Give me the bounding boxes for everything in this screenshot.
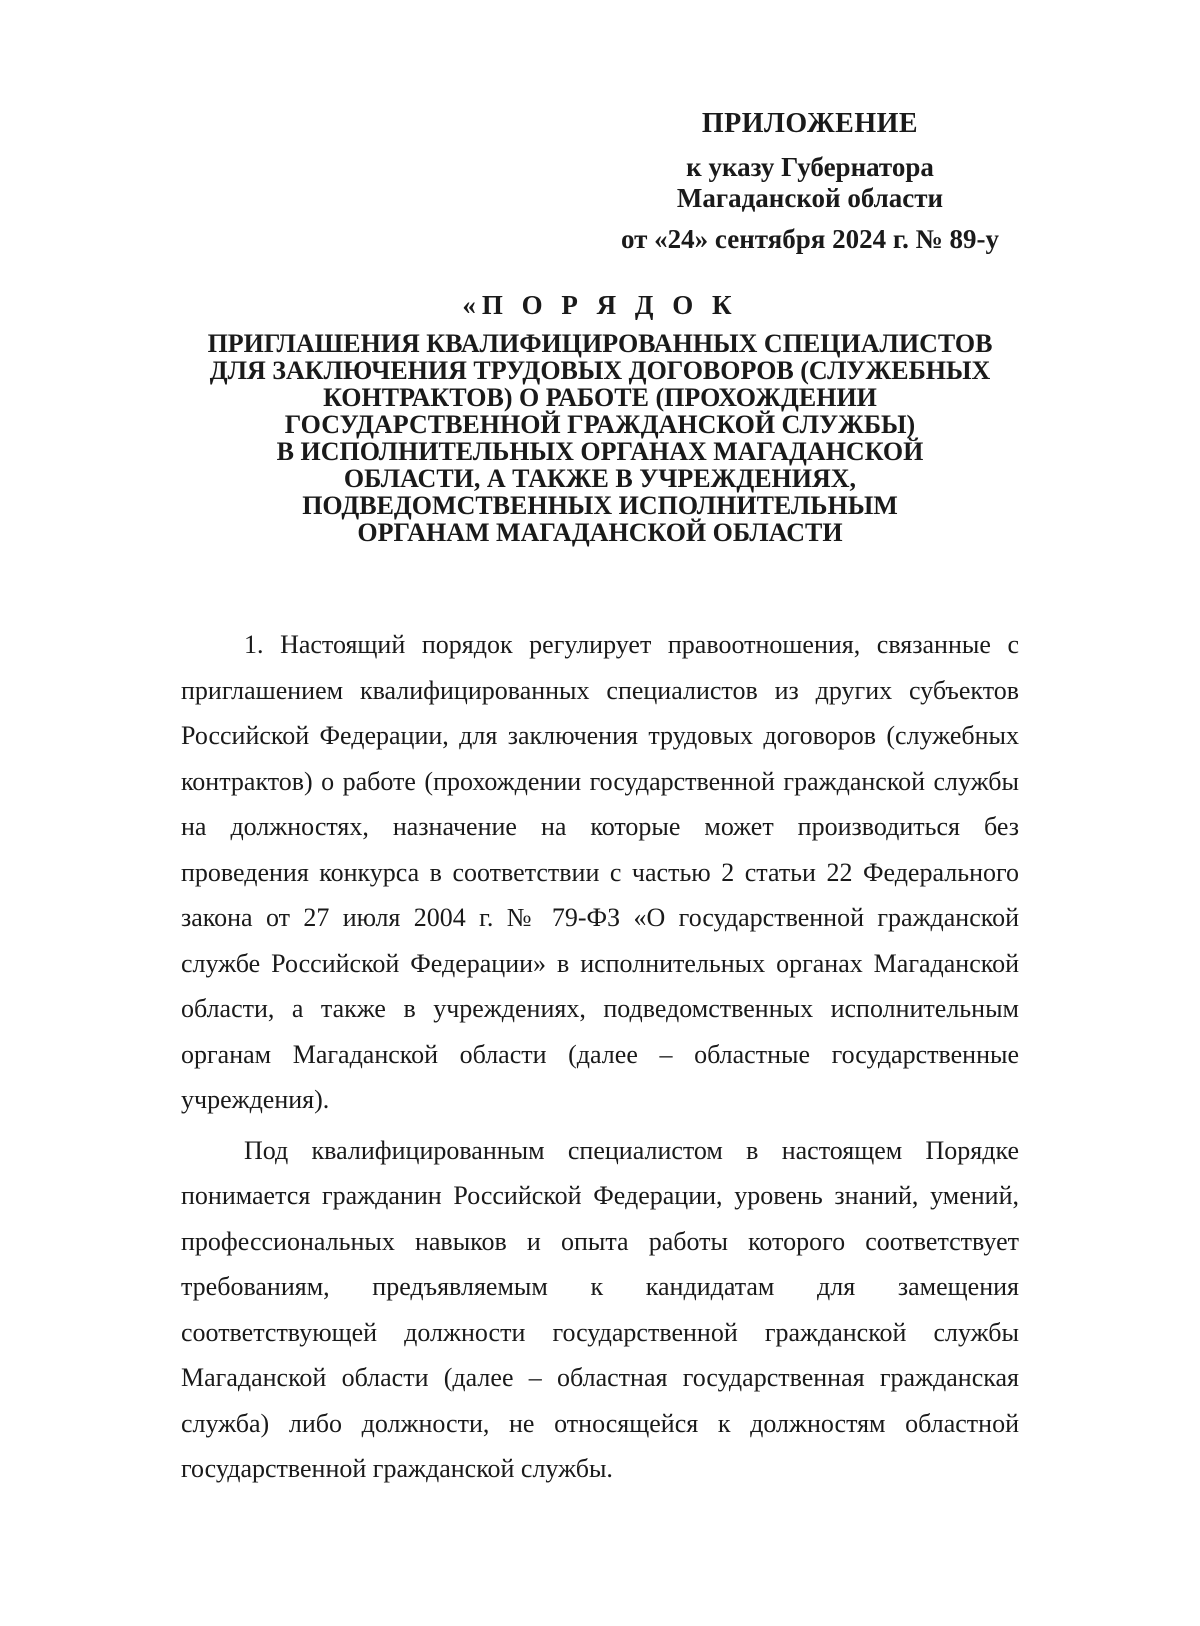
- document-title: [150, 288, 1050, 546]
- title-line: ПОДВЕДОМСТВЕННЫХ ИСПОЛНИТЕЛЬНЫМ: [302, 491, 898, 520]
- appendix-date: от «24» сентября 2024 г. № 89-у: [621, 224, 999, 254]
- paragraph-1: 1. Настоящий порядок регулирует правоотношения, связанные с приглашением квалифицированных специалистов из других субъектов Российской Федерации, для заключения трудовых договоров (служебных контрактов) о работе (прохождении государственной гражданской службы на должностях, назначение на которые может производиться без проведения конкурса в соответствии с частью 2 статьи 22 Федерального закона от 27 июля 2004 г. № 79-ФЗ «О государственной гражданской службе Российской Федерации» в исполнительных органах Магаданской области, а также в учреждениях, подведомственных исполнительным органам Магаданской области (далее – областные государственные учреждения).: [181, 630, 1019, 1114]
- appendix-decree-line: к указу Губернатора: [686, 152, 934, 182]
- paragraph-2: Под квалифицированным специалистом в настоящем Порядке понимается гражданин Российской Федерации, уровень знаний, умений, профессиональных навыков и опыта работы которого соответствует требованиям, предъявляемым к кандидатам для замещения соответствующей должности государственной гражданской службы Магаданской области (далее – областная государственная гражданская служба) либо должности, не относящейся к должностям областной государственной гражданской службы.: [181, 1135, 1019, 1483]
- title-line: КОНТРАКТОВ) О РАБОТЕ (ПРОХОЖДЕНИИ: [323, 383, 877, 412]
- appendix-heading: ПРИЛОЖЕНИЕ: [701, 108, 919, 139]
- title-line: ОРГАНАМ МАГАДАНСКОЙ ОБЛАСТИ: [357, 518, 843, 547]
- title-line: ПРИГЛАШЕНИЯ КВАЛИФИЦИРОВАННЫХ СПЕЦИАЛИСТОВ: [207, 329, 993, 358]
- appendix-region-line: Магаданской области: [676, 183, 944, 213]
- title-word: «П О Р Я Д О К: [462, 290, 738, 320]
- title-line: ОБЛАСТИ, А ТАКЖЕ В УЧРЕЖДЕНИЯХ,: [343, 464, 857, 493]
- document-body: [181, 622, 1019, 1492]
- title-line: ДЛЯ ЗАКЛЮЧЕНИЯ ТРУДОВЫХ ДОГОВОРОВ (СЛУЖЕБНЫХ: [209, 356, 991, 385]
- appendix-block: [610, 104, 1010, 256]
- title-line: В ИСПОЛНИТЕЛЬНЫХ ОРГАНАХ МАГАДАНСКОЙ: [276, 437, 924, 466]
- title-line: ГОСУДАРСТВЕННОЙ ГРАЖДАНСКОЙ СЛУЖБЫ): [284, 410, 916, 439]
